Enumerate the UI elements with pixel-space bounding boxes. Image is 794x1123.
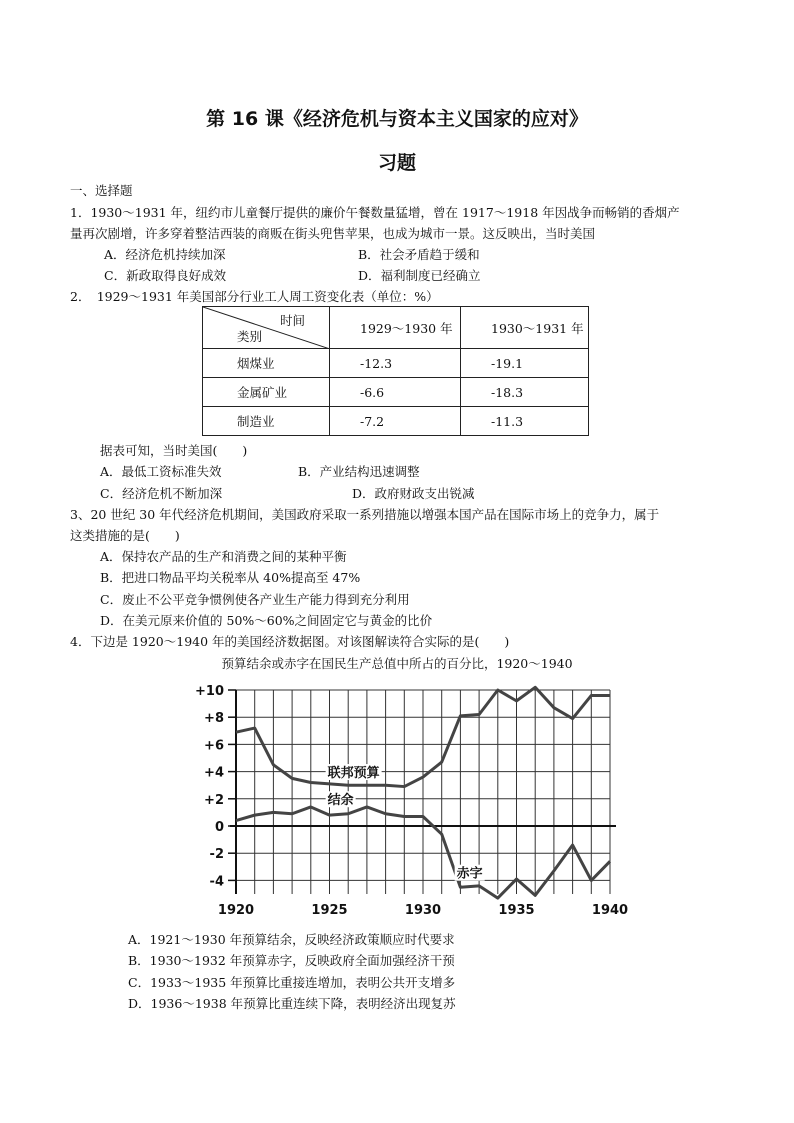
diagonal-line: [203, 307, 330, 349]
table-cell: -6.6: [330, 378, 461, 407]
q2-stem: 2． 1929～1931 年美国部分行业工人周工资变化表（单位：%）: [70, 289, 439, 304]
q2-option-c[interactable]: C．经济危机不断加深: [100, 486, 223, 501]
header-category-label: 类别: [237, 329, 263, 344]
q2-prompt: 据表可知，当时美国( ): [100, 443, 248, 458]
y-tick-label: -4: [209, 874, 224, 890]
table-row: [203, 407, 589, 436]
q3-stem-line1: 3、20 世纪 30 年代经济危机期间，美国政府采取一系列措施以增强本国产品在国际市场上的竞争力，属于: [70, 507, 660, 522]
table-col-header-1: 1929～1930 年: [330, 307, 461, 349]
lesson-title: 第 16 课《经济危机与资本主义国家的应对》: [206, 108, 588, 130]
chart-title: 预算结余或赤字在国民生产总值中所占的百分比，1920～1940: [221, 656, 573, 671]
section-heading: 一、选择题: [70, 183, 133, 198]
lesson-subtitle: 习题: [377, 152, 416, 174]
q4-option-c[interactable]: C．1933～1935 年预算比重接连增加，表明公共开支增多: [128, 975, 456, 990]
q1-option-a[interactable]: A．经济危机持续加深: [104, 247, 226, 262]
x-tick-label: 1940: [591, 903, 629, 918]
table-row: [203, 349, 589, 378]
q4-option-d[interactable]: D．1936～1938 年预算比重连续下降，表明经济出现复苏: [128, 996, 456, 1011]
header-time-label: 时间: [279, 313, 305, 328]
q3-stem-line2: 这类措施的是( ): [70, 528, 180, 543]
table-cell: -12.3: [330, 349, 461, 378]
table-row-label: 金属矿业: [203, 378, 330, 407]
q3-option-d[interactable]: D．在美元原来价值的 50%～60%之间固定它与黄金的比价: [100, 613, 433, 628]
q2-option-b[interactable]: B．产业结构迅速调整: [298, 464, 420, 479]
q2-option-d[interactable]: D．政府财政支出锐减: [352, 486, 475, 501]
q2-option-a[interactable]: A．最低工资标准失效: [100, 464, 222, 479]
q1-option-b[interactable]: B．社会矛盾趋于缓和: [358, 247, 480, 262]
y-tick-label: +10: [195, 684, 224, 699]
q4-option-b[interactable]: B．1930～1932 年预算赤字，反映政府全面加强经济干预: [128, 953, 455, 968]
y-tick-label: 0: [214, 820, 224, 835]
x-tick-label: 1935: [498, 903, 535, 918]
q4-stem: 4．下边是 1920～1940 年的美国经济数据图。对该图解读符合实际的是( ): [70, 634, 510, 649]
x-tick-label: 1925: [311, 903, 348, 918]
annotation-surplus: 结余: [327, 793, 354, 809]
table-row-label: 制造业: [203, 407, 330, 436]
x-tick-label: 1920: [217, 903, 255, 918]
annotation-deficit: 赤字: [456, 866, 483, 882]
table-diagonal-header-cell: [203, 307, 330, 349]
q3-option-a[interactable]: A．保持农产品的生产和消费之间的某种平衡: [100, 549, 347, 564]
q1-stem-line2: 量再次剧增，许多穿着整洁西装的商贩在街头兜售苹果，也成为城市一景。这反映出，当时美国: [70, 226, 596, 241]
table-col-header-2: 1930～1931 年: [461, 307, 589, 349]
q1-option-d[interactable]: D．福利制度已经确立: [358, 268, 481, 283]
y-tick-label: -2: [209, 847, 224, 863]
q3-option-c[interactable]: C．废止不公平竞争惯例使各产业生产能力得到充分利用: [100, 592, 410, 607]
table-row-label: 烟煤业: [203, 349, 330, 378]
wage-change-table: [202, 306, 589, 436]
table-cell: -18.3: [461, 378, 589, 407]
annotation-federal-budget: 联邦预算: [327, 766, 380, 782]
y-tick-label: +2: [204, 792, 224, 808]
table-header-row: [203, 307, 589, 349]
budget-chart: [190, 676, 630, 922]
x-tick-label: 1930: [404, 903, 442, 918]
q1-stem-line1: 1．1930～1931 年，纽约市儿童餐厅提供的廉价午餐数量猛增，曾在 1917～1918 年因战争而畅销的香烟产: [70, 205, 680, 220]
y-tick-label: +4: [204, 765, 224, 781]
y-tick-label: +8: [204, 711, 224, 727]
table-cell: -11.3: [461, 407, 589, 436]
y-tick-label: +6: [204, 738, 224, 754]
q1-option-c[interactable]: C．新政取得良好成效: [104, 268, 227, 283]
table-row: [203, 378, 589, 407]
table-cell: -7.2: [330, 407, 461, 436]
q4-option-a[interactable]: A．1921～1930 年预算结余，反映经济政策顺应时代要求: [128, 932, 455, 947]
table-cell: -19.1: [461, 349, 589, 378]
q3-option-b[interactable]: B．把进口物品平均关税率从 40%提高至 47%: [100, 570, 361, 585]
